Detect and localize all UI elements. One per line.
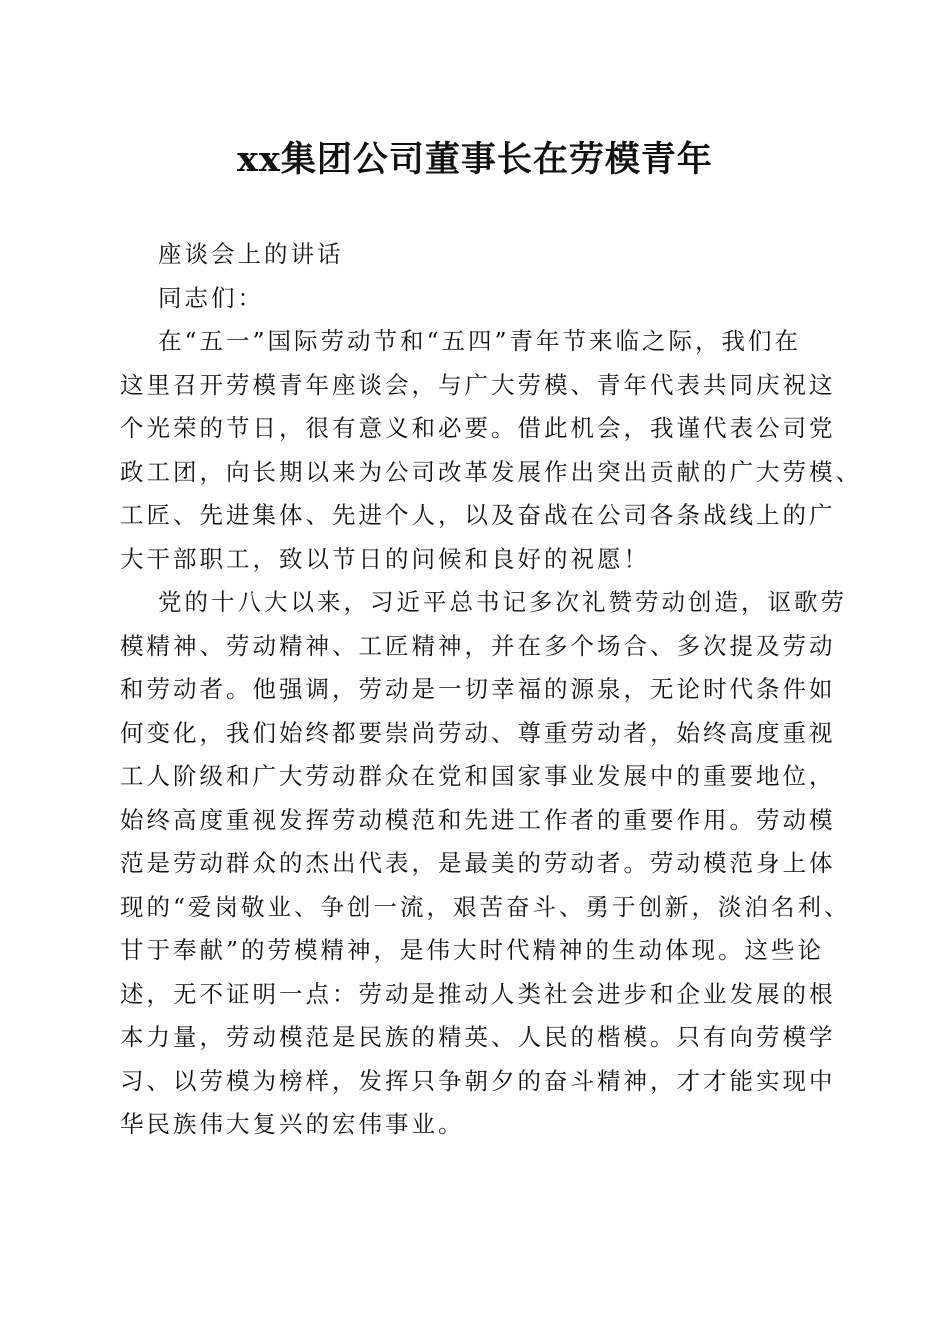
salutation-line: 同志们：: [158, 283, 264, 312]
paragraph-2-line: 甘于奉献”的劳模精神，是伟大时代精神的生动体现。这些论: [120, 936, 825, 964]
document-title: xx集团公司董事长在劳模青年: [237, 139, 713, 180]
paragraph-2-line: 述，无不证明一点：劳动是推动人类社会进步和企业发展的根: [120, 979, 836, 1008]
paragraph-2-line: 华民族伟大复兴的宏伟事业。: [120, 1110, 465, 1138]
paragraph-1-line: 大干部职工，致以节日的问候和良好的祝愿！: [120, 544, 650, 573]
paragraph-2-line: 和劳动者。他强调，劳动是一切幸福的源泉，无论时代条件如: [120, 675, 836, 703]
paragraph-2-line: 模精神、劳动精神、工匠精神，并在多个场合、多次提及劳动: [120, 631, 836, 660]
paragraph-2-line: 工人阶级和广大劳动群众在党和国家事业发展中的重要地位，: [120, 762, 836, 790]
paragraph-2-line: 范是劳动群众的杰出代表，是最美的劳动者。劳动模范身上体: [120, 849, 836, 877]
paragraph-2-line: 始终高度重视发挥劳动模范和先进工作者的重要作用。劳动模: [120, 805, 836, 834]
paragraph-2-line: 习、以劳模为榜样，发挥只争朝夕的奋斗精神，才才能实现中: [120, 1066, 836, 1095]
paragraph-1-line: 这里召开劳模青年座谈会，与广大劳模、青年代表共同庆祝这: [120, 370, 836, 399]
paragraph-2-line: 现的“爱岗敬业、争创一流，艰苦奋斗、勇于创新，淡泊名利、: [120, 892, 851, 921]
document-body: [120, 233, 862, 1147]
paragraph-1-line: 个光荣的节日，很有意义和必要。借此机会，我谨代表公司党: [120, 414, 836, 442]
paragraph-2-line: 本力量，劳动模范是民族的精英、人民的楷模。只有向劳模学: [120, 1023, 836, 1051]
subtitle-line: 座谈会上的讲话: [158, 240, 344, 268]
paragraph-1-line: 在“五一”国际劳动节和“五四”青年节来临之际，我们在: [158, 327, 802, 355]
paragraph-1-line: 工匠、先进集体、先进个人，以及奋战在公司各条战线上的广: [120, 501, 836, 529]
paragraph-1-line: 政工团，向长期以来为公司改革发展作出突出贡献的广大劳模、: [120, 457, 862, 486]
paragraph-2-line: 党的十八大以来，习近平总书记多次礼赞劳动创造，讴歌劳: [158, 588, 847, 616]
paragraph-2-line: 何变化，我们始终都要崇尚劳动、尊重劳动者，始终高度重视: [120, 718, 836, 747]
